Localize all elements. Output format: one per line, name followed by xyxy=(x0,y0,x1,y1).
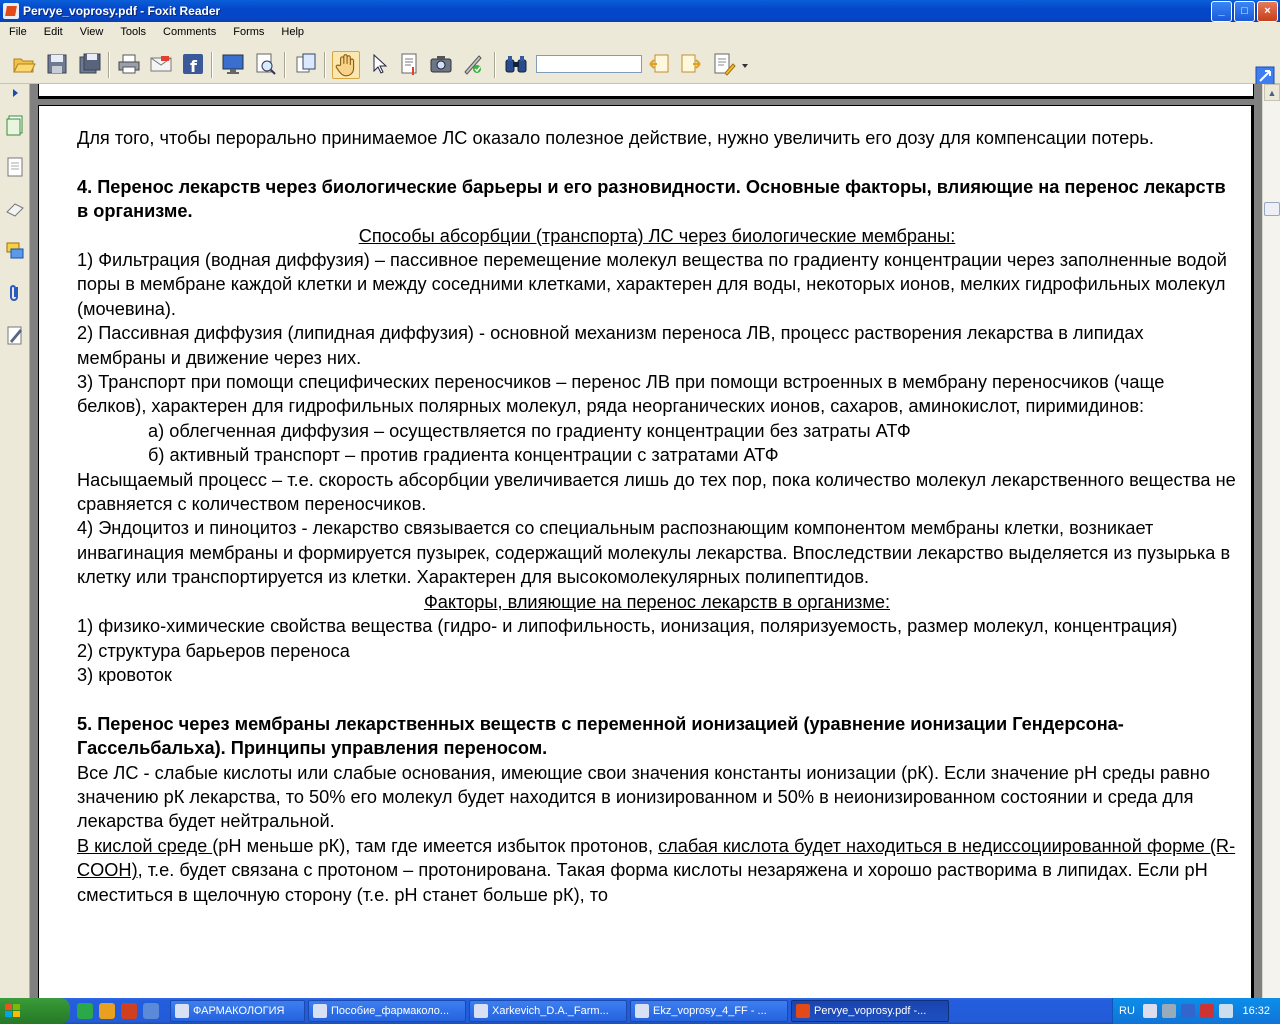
maximize-button[interactable]: □ xyxy=(1234,1,1255,22)
print-icon[interactable] xyxy=(117,52,141,76)
taskbar-button-5[interactable]: Pervye_voprosy.pdf -... xyxy=(791,1000,949,1022)
scroll-up-arrow-icon[interactable]: ▲ xyxy=(1264,84,1280,101)
email-icon[interactable] xyxy=(149,52,173,76)
facebook-icon[interactable] xyxy=(181,52,205,76)
windows-logo-icon xyxy=(4,1003,22,1019)
taskbar-button-1[interactable]: ФАРМАКОЛОГИЯ xyxy=(170,1000,305,1022)
navigation-panel xyxy=(0,84,30,998)
find-previous-icon[interactable] xyxy=(647,52,671,76)
document-view[interactable] xyxy=(30,84,1262,998)
menu-tools[interactable]: Tools xyxy=(120,26,147,38)
find-next-icon[interactable] xyxy=(679,52,703,76)
subheading: Факторы, влияющие на перенос лекарств в организме: xyxy=(423,591,891,612)
hand-tool-button[interactable] xyxy=(332,51,360,79)
select-arrow-icon[interactable] xyxy=(367,52,391,76)
svg-text:f: f xyxy=(190,57,197,76)
select-text-icon[interactable] xyxy=(398,52,422,76)
bluetooth-icon[interactable] xyxy=(1181,1004,1195,1018)
quicklaunch-desktop-icon[interactable] xyxy=(143,1003,159,1019)
page-text xyxy=(77,126,1237,907)
paragraph: 4) Эндоцитоз и пиноцитоз - лекарство связывается со специальным распознающим компонентом мембраны клетки, возникает инвагинация мембраны и формируется пузырек, содержащий молекулы лекарства. Впоследствии лекарство выделяется из пузырька в клетку или транспортируется из клетки. Характерен для высокомолекулярных полипептидов. xyxy=(77,518,1231,588)
rotate-view-icon[interactable] xyxy=(294,52,318,76)
pdf-page xyxy=(38,105,1254,998)
menu-comments[interactable]: Comments xyxy=(163,26,217,38)
comments-icon[interactable] xyxy=(5,240,25,262)
underlined-text: слабая кислота будет находиться в недиссоциированной форме (R-COOH) xyxy=(77,835,1236,881)
paragraph: Насыщаемый процесс – т.е. скорость абсорбции увеличивается лишь до тех пор, пока количество молекул лекарственного вещества не сравняется с количеством переносчиков. xyxy=(77,469,1236,515)
taskbar xyxy=(0,998,1280,1024)
clock: 16:32 xyxy=(1242,1005,1270,1017)
subheading: Способы абсорбции (транспорта) ЛС через биологические мембраны: xyxy=(358,225,956,246)
window-title: Pervye_voprosy.pdf - Foxit Reader xyxy=(23,4,221,18)
quicklaunch-media-icon[interactable] xyxy=(121,1003,137,1019)
layers-icon[interactable] xyxy=(5,198,25,220)
paragraph: 3) кровоток xyxy=(77,664,172,685)
find-input[interactable] xyxy=(536,55,642,73)
typewriter-icon[interactable] xyxy=(461,52,485,76)
section-heading: 5. Перенос через мембраны лекарственных веществ с переменной ионизацией (уравнение ионизации Гендерсона-Гассельбальха). Принципы управления переносом. xyxy=(77,713,1124,759)
volume-icon[interactable] xyxy=(1219,1004,1233,1018)
vertical-scrollbar[interactable] xyxy=(1262,84,1280,998)
menu-help[interactable]: Help xyxy=(281,26,305,38)
full-screen-icon[interactable] xyxy=(221,52,245,76)
scroll-thumb[interactable] xyxy=(1264,202,1280,216)
title-bar xyxy=(0,0,1280,22)
menu-view[interactable]: View xyxy=(79,26,104,38)
paragraph: а) облегченная диффузия – осуществляется по градиенту концентрации без затраты АТФ xyxy=(148,420,911,441)
paragraph: 2) структура барьеров переноса xyxy=(77,640,350,661)
menu-file[interactable]: File xyxy=(9,26,27,38)
antivirus-icon[interactable] xyxy=(1200,1004,1214,1018)
taskbar-button-4[interactable]: Ekz_voprosy_4_FF - ... xyxy=(630,1000,788,1022)
save-as-icon[interactable] xyxy=(78,52,102,76)
save-icon[interactable] xyxy=(45,52,69,76)
comment-tools-icon[interactable] xyxy=(712,52,736,76)
help-icon[interactable] xyxy=(1143,1004,1157,1018)
minimize-button[interactable]: _ xyxy=(1211,1,1232,22)
menu-edit[interactable]: Edit xyxy=(43,26,63,38)
snapshot-icon[interactable] xyxy=(429,52,453,76)
paragraph: Для того, чтобы перорально принимаемое ЛС оказало полезное действие, нужно увеличить его дозу для компенсации потерь. xyxy=(77,128,1154,148)
section-heading: 4. Перенос лекарств через биологические барьеры и его разновидности. Основные факторы, влияющие на перенос лекарств в организме. xyxy=(77,176,1226,222)
pages-icon[interactable] xyxy=(5,114,25,136)
signatures-icon[interactable] xyxy=(5,324,25,346)
paragraph xyxy=(77,590,1237,614)
paragraph: б) активный транспорт – против градиента концентрации с затратами АТФ xyxy=(148,445,779,466)
bookmarks-icon[interactable] xyxy=(5,156,25,178)
text-run: (рН меньше рК), там где имеется избыток протонов, xyxy=(212,835,659,856)
attachments-icon[interactable] xyxy=(5,282,25,304)
open-folder-icon[interactable] xyxy=(12,52,36,76)
system-tray xyxy=(1112,998,1280,1024)
paragraph xyxy=(77,224,1237,248)
taskbar-button-3[interactable]: Xarkevich_D.A._Farm... xyxy=(469,1000,627,1022)
previous-page-edge xyxy=(38,84,1254,99)
paragraph: 3) Транспорт при помощи специфических переносчиков – перенос ЛВ при помощи встроенных в мембрану переносчиков (чаще белков), характерен для гидрофильных полярных молекул, ряда неорганических ионов, сахаров, аминокислот, пиримидинов: xyxy=(77,372,1165,417)
taskbar-button-2[interactable]: Пособие_фармаколо... xyxy=(308,1000,466,1022)
dropdown-arrow-icon[interactable] xyxy=(740,52,750,76)
restore-panel-icon[interactable] xyxy=(1255,66,1275,86)
hand-icon xyxy=(333,52,359,78)
paragraph: 1) Фильтрация (водная диффузия) – пассивное перемещение молекул вещества по градиенту концентрации через заполненные водой поры в мембране каждой клетки и между соседними клетками, характерен для воды, некоторых ионов, мелких гидрофильных молекул (мочевина). xyxy=(77,250,1227,319)
expand-panel-arrow-icon[interactable] xyxy=(5,86,25,100)
start-button[interactable] xyxy=(0,998,70,1024)
blank-line xyxy=(77,687,1237,711)
quicklaunch-app-icon[interactable] xyxy=(77,1003,93,1019)
binoculars-icon[interactable] xyxy=(504,52,528,76)
paragraph: Все ЛС - слабые кислоты или слабые основания, имеющие свои значения константы ионизации (рК). Если значение рН среды равно значению рК лекарства, то 50% его молекул будет находится в ионизированном и 50% в неионизированном состоянии и среда для лекарства будет нейтральной. xyxy=(77,762,1210,832)
paragraph: 1) физико-химические свойства вещества (гидро- и липофильность, ионизация, поляризуемость, размер молекул, концентрация) xyxy=(77,616,1178,637)
underlined-text: В кислой среде xyxy=(77,835,213,856)
foxit-app-icon xyxy=(3,3,19,19)
paragraph: 2) Пассивная диффузия (липидная диффузия) - основной механизм переноса ЛВ, процесс растворения лекарства в липидах мембраны и движение через них. xyxy=(77,323,1144,368)
quicklaunch-browser-icon[interactable] xyxy=(99,1003,115,1019)
paragraph xyxy=(77,834,1237,907)
zoom-page-icon[interactable] xyxy=(253,52,277,76)
close-button[interactable]: × xyxy=(1257,1,1278,22)
blank-line xyxy=(77,150,1237,174)
quick-launch xyxy=(74,1003,162,1019)
text-run: , т.е. будет связана с протоном – протонирована. Такая форма кислоты незаряжена и хорошо растворима в липидах. Если рН сместиться в щелочную сторону (т.е. рН станет больше рК), то xyxy=(77,860,1208,905)
menu-forms[interactable]: Forms xyxy=(233,26,265,38)
menu-bar xyxy=(0,22,1280,42)
network-icon[interactable] xyxy=(1162,1004,1176,1018)
language-indicator[interactable]: RU xyxy=(1119,1005,1135,1017)
